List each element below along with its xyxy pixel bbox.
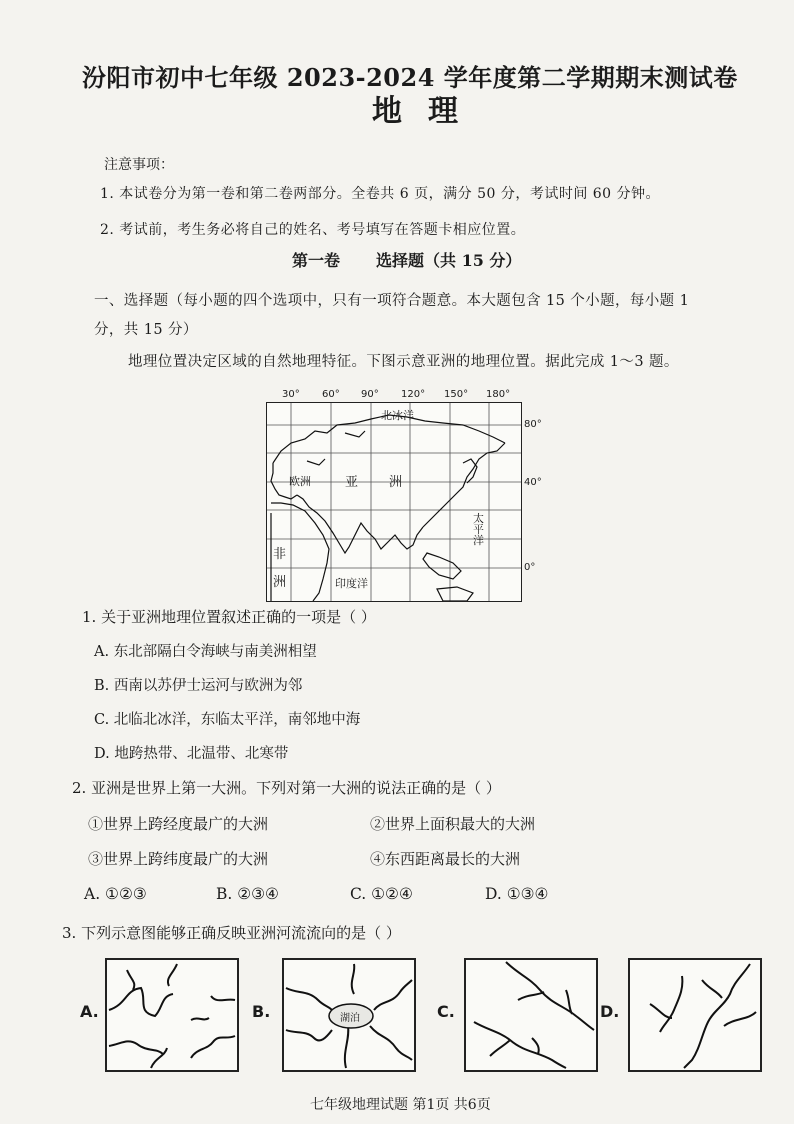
question-2-choice-c: C. ①②④ — [350, 885, 413, 903]
map-graphic — [267, 403, 521, 601]
map-lat-label: 80° — [524, 419, 542, 430]
question-2-choice-a: A. ①②③ — [84, 885, 147, 903]
instructions-line-2: 分，共 15 分） — [94, 322, 198, 338]
instructions-line-1: 一、选择题（每小题的四个选项中，只有一项符合题意。本大题包含 15 个小题，每小题 1 — [94, 293, 690, 309]
figure-b-label: B. — [252, 1002, 271, 1021]
question-2-choice-b: B. ②③④ — [216, 885, 279, 903]
figure-d-label: D. — [600, 1002, 620, 1021]
river-figure-c — [464, 958, 598, 1072]
river-drawing — [630, 960, 760, 1070]
question-1-option-b: B. 西南以苏伊士运河与欧洲为邻 — [94, 678, 303, 694]
map-lat-label: 0° — [524, 562, 536, 573]
map-lon-label: 60° — [322, 389, 340, 400]
map-label-europe: 欧洲 — [289, 475, 311, 488]
figure-c-label: C. — [437, 1002, 455, 1021]
river-figure-b — [282, 958, 416, 1072]
question-1-option-c: C. 北临北冰洋，东临太平洋，南邻地中海 — [94, 712, 361, 728]
question-1-option-a: A. 东北部隔白令海峡与南美洲相望 — [94, 644, 317, 660]
river-drawing — [107, 960, 237, 1070]
question-2-stem: 2. 亚洲是世界上第一大洲。下列对第一大洲的说法正确的是（ ） — [72, 779, 501, 797]
map-lon-label: 90° — [361, 389, 379, 400]
subject-title: 地理 — [372, 94, 484, 129]
note-item-1: 1. 本试卷分为第一卷和第二卷两部分。全卷共 6 页，满分 50 分，考试时间 60 分钟。 — [100, 186, 661, 202]
map-label-asia-1: 亚 — [345, 475, 359, 490]
map-lon-label: 30° — [282, 389, 300, 400]
exam-title: 汾阳市初中七年级 2023-2024 学年度第二学期期末测试卷 — [82, 63, 738, 92]
map-label-pacific: 太平洋 — [473, 512, 484, 547]
asia-location-map — [266, 402, 522, 602]
question-2-statement-4: ④东西距离最长的大洲 — [370, 850, 521, 868]
map-lon-label: 180° — [486, 389, 511, 400]
map-lon-label: 120° — [401, 389, 426, 400]
question-1-option-d: D. 地跨热带、北温带、北寒带 — [94, 746, 289, 762]
question-intro: 地理位置决定区域的自然地理特征。下图示意亚洲的地理位置。据此完成 1～3 题。 — [128, 354, 679, 370]
question-2-statement-3: ③世界上跨纬度最广的大洲 — [88, 850, 269, 868]
map-lat-label: 40° — [524, 477, 542, 488]
river-drawing — [466, 960, 596, 1070]
map-label-asia-2: 洲 — [389, 475, 403, 490]
question-2-statement-1: ①世界上跨经度最广的大洲 — [88, 815, 269, 833]
map-label-indian: 印度洋 — [335, 577, 368, 590]
map-label-africa-1: 非 — [273, 547, 287, 562]
figure-a-label: A. — [80, 1002, 99, 1021]
section-name: 选择题（共 15 分） — [376, 251, 522, 270]
map-lon-label: 150° — [444, 389, 469, 400]
section-heading — [292, 248, 521, 271]
question-2-statement-2: ②世界上面积最大的大洲 — [370, 815, 536, 833]
question-2-choice-d: D. ①③④ — [485, 885, 549, 903]
question-3-stem: 3. 下列示意图能够正确反映亚洲河流流向的是（ ） — [62, 924, 401, 942]
river-figure-a — [105, 958, 239, 1072]
map-label-africa-2: 洲 — [273, 575, 287, 590]
section-volume: 第一卷 — [292, 251, 341, 270]
lake-label: 湖泊 — [340, 1013, 360, 1024]
question-1-stem: 1. 关于亚洲地理位置叙述正确的一项是（ ） — [82, 608, 376, 626]
river-figure-d — [628, 958, 762, 1072]
map-label-arctic: 北冰洋 — [381, 409, 414, 422]
note-item-2: 2. 考试前，考生务必将自己的姓名、考号填写在答题卡相应位置。 — [100, 222, 526, 238]
notes-heading: 注意事项： — [104, 157, 174, 173]
page-footer: 七年级地理试题 第1页 共6页 — [310, 1097, 491, 1113]
